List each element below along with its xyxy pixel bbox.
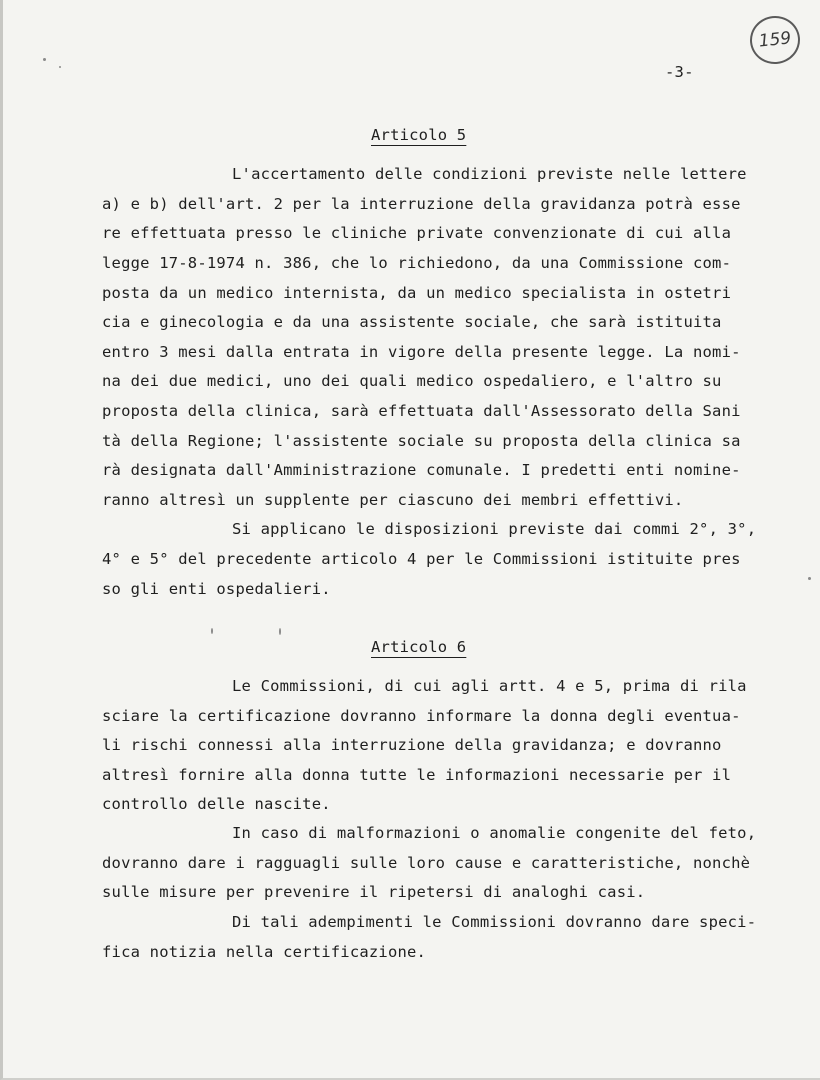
article-5-line-12: ranno altresì un supplente per ciascuno dei membri effettivi.: [102, 491, 684, 509]
article-5-line-9: proposta della clinica, sarà effettuata dall'Assessorato della Sani: [102, 402, 741, 420]
article-5-line-15: so gli enti ospedalieri.: [102, 580, 331, 598]
scan-speck: [59, 66, 61, 68]
article-6-line-7: dovranno dare i ragguagli sulle loro cause e caratteristiche, nonchè: [102, 854, 751, 872]
article-6-line-2: sciare la certificazione dovranno informare la donna degli eventua-: [102, 707, 741, 725]
article-5-line-8: na dei due medici, uno dei quali medico ospedaliero, e l'altro su: [102, 372, 722, 390]
article-6-line-4: altresì fornire alla donna tutte le informazioni necessarie per il: [102, 766, 732, 784]
article-5-line-14: 4° e 5° del precedente articolo 4 per le Commissioni istituite pres: [102, 550, 741, 568]
stamp-number: 159: [757, 28, 793, 52]
article-5-heading: Articolo 5: [371, 126, 467, 144]
article-6-line-3: li rischi connessi alla interruzione della gravidanza; e dovranno: [102, 736, 722, 754]
article-5-line-4: legge 17-8-1974 n. 386, che lo richiedono, da una Commissione com-: [102, 254, 732, 272]
article-6-line-5: controllo delle nascite.: [102, 795, 331, 813]
article-6-line-10: fica notizia nella certificazione.: [102, 943, 427, 961]
article-6-line-1: Le Commissioni, di cui agli artt. 4 e 5, prima di rila: [232, 677, 747, 695]
scan-speck: [808, 577, 811, 580]
article-5-line-13: Si applicano le disposizioni previste dai commi 2°, 3°,: [232, 520, 757, 538]
article-6-heading: Articolo 6: [371, 638, 467, 656]
article-5-line-10: tà della Regione; l'assistente sociale su proposta della clinica sa: [102, 432, 741, 450]
scan-speck: [211, 628, 213, 634]
article-5-line-7: entro 3 mesi dalla entrata in vigore della presente legge. La nomi-: [102, 343, 741, 361]
article-6-line-6: In caso di malformazioni o anomalie congenite del feto,: [232, 824, 757, 842]
page-number: -3-: [665, 63, 694, 81]
article-5-line-6: cia e ginecologia e da una assistente sociale, che sarà istituita: [102, 313, 722, 331]
article-5-line-1: L'accertamento delle condizioni previste nelle lettere: [232, 165, 747, 183]
archive-stamp: [748, 14, 803, 67]
article-5-line-5: posta da un medico internista, da un medico specialista in ostetri: [102, 284, 732, 302]
scan-speck: [43, 58, 46, 61]
article-6-line-9: Di tali adempimenti le Commissioni dovranno dare speci-: [232, 913, 757, 931]
article-5-line-2: a) e b) dell'art. 2 per la interruzione della gravidanza potrà esse: [102, 195, 741, 213]
article-6-line-8: sulle misure per prevenire il ripetersi di analoghi casi.: [102, 883, 646, 901]
article-5-line-3: re effettuata presso le cliniche private convenzionate di cui alla: [102, 224, 732, 242]
article-5-line-11: rà designata dall'Amministrazione comunale. I predetti enti nomine-: [102, 461, 741, 479]
scan-speck: [279, 628, 281, 635]
